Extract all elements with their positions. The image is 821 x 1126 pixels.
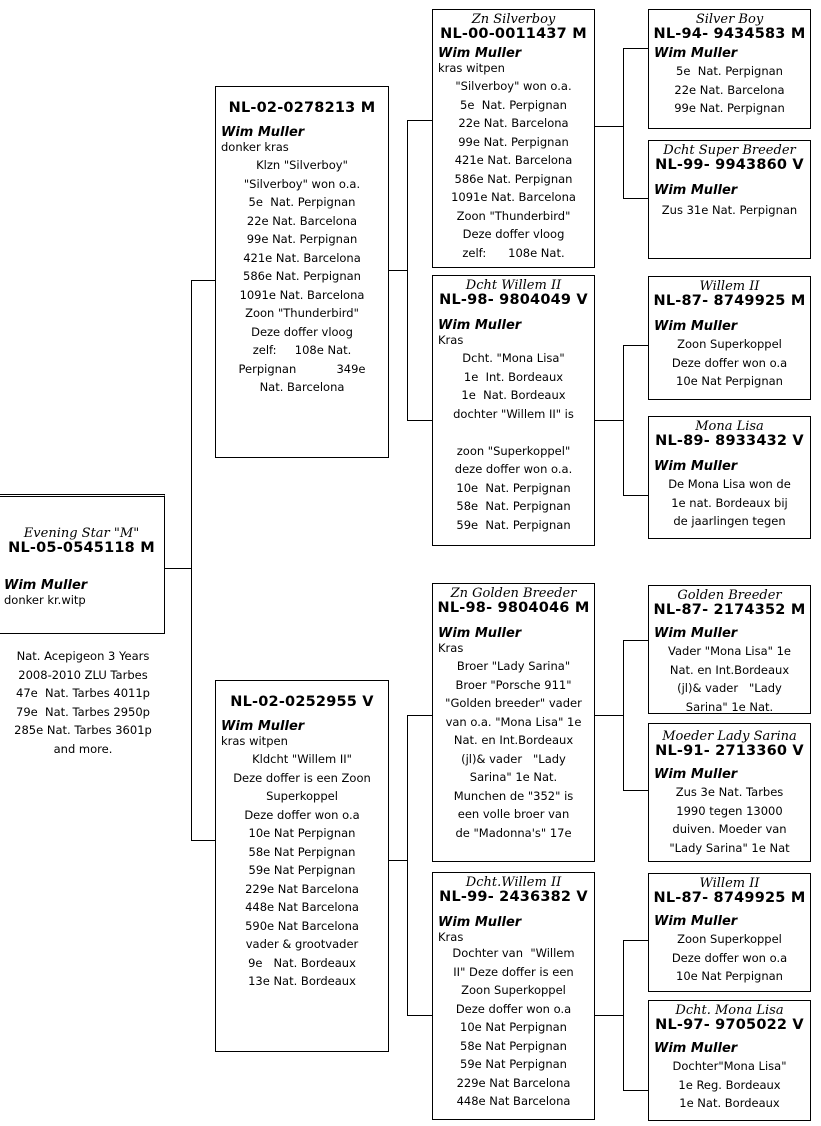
sire-sire-note: 586e Nat. Perpignan xyxy=(454,171,573,186)
dam-dam-note: Dochter van "Willem xyxy=(452,946,575,960)
sire-dam-note: 1e Int. Bordeaux xyxy=(463,369,564,384)
dam-sire-dam-breeder: Wim Muller xyxy=(654,767,738,782)
subject-ring-number: NL-05-0545118 M xyxy=(8,540,155,556)
dam-dam-name: Dcht.Willem II xyxy=(465,875,562,890)
connector-line xyxy=(594,126,624,127)
dam-dam-color: Kras xyxy=(438,930,464,944)
dam-note: 590e Nat Barcelona xyxy=(245,918,359,933)
sire-dam-card xyxy=(432,275,595,546)
dam-sire-sire-card xyxy=(648,585,811,714)
dam-dam-sire-breeder: Wim Muller xyxy=(654,914,738,929)
connector-line xyxy=(623,345,624,495)
connector-line xyxy=(623,48,649,49)
dam-note: 448e Nat Barcelona xyxy=(245,900,359,914)
connector-line xyxy=(407,420,433,421)
dam-sire-note: Sarina" 1e Nat. xyxy=(469,770,558,784)
connector-line xyxy=(623,640,624,790)
dam-note: 10e Nat Perpignan xyxy=(248,826,356,840)
dam-note: Deze doffer won o.a xyxy=(244,807,360,822)
connector-line xyxy=(623,345,649,346)
dam-dam-dam-name: Dcht. Mona Lisa xyxy=(675,1003,784,1018)
sire-dam-dam-card xyxy=(648,416,811,539)
sire-note: 22e Nat. Barcelona xyxy=(246,213,358,228)
dam-sire-sire-ring-number: NL-87- 2174352 M xyxy=(653,602,806,618)
connector-line xyxy=(407,120,408,420)
dam-sire-dam-name: Moeder Lady Sarina xyxy=(662,729,797,744)
sire-dam-dam-name: Mona Lisa xyxy=(695,419,764,434)
connector-line xyxy=(407,120,433,121)
dam-sire-dam-note: 1990 tegen 13000 xyxy=(676,803,783,818)
dam-note: vader & grootvader xyxy=(245,937,359,951)
sire-sire-dam-note: Zus 31e Nat. Perpignan xyxy=(661,203,798,217)
dam-dam-ring-number: NL-99- 2436382 V xyxy=(439,889,588,905)
connector-line xyxy=(407,715,433,716)
subject-card xyxy=(0,494,165,634)
dam-dam-note: II" Deze doffer is een xyxy=(453,964,574,979)
dam-dam-sire-note: Zoon Superkoppel xyxy=(677,932,782,946)
achievement-line: 47e Nat. Tarbes 4011p xyxy=(16,686,150,700)
sire-note: 5e Nat. Perpignan xyxy=(248,195,356,209)
sire-note: 99e Nat. Perpignan xyxy=(246,232,358,246)
dam-dam-note: 10e Nat Perpignan xyxy=(460,1020,567,1034)
dam-sire-dam-note: "Lady Sarina" 1e Nat xyxy=(669,840,790,855)
sire-dam-note: 10e Nat. Perpignan xyxy=(456,480,571,495)
sire-sire-note: 1091e Nat. Barcelona xyxy=(451,190,576,204)
dam-dam-note: Zoon Superkoppel xyxy=(461,983,566,997)
dam-dam-dam-card xyxy=(648,1000,811,1121)
dam-sire-card xyxy=(432,583,595,862)
sire-sire-color: kras witpen xyxy=(438,61,505,75)
connector-line xyxy=(191,840,215,841)
sire-sire-note: 5e Nat. Perpignan xyxy=(460,97,567,112)
connector-line xyxy=(623,48,624,198)
connector-line xyxy=(164,568,192,569)
sire-sire-sire-note: 5e Nat. Perpignan xyxy=(676,64,783,78)
sire-note: Zoon "Thunderbird" xyxy=(245,306,359,320)
dam-note: Superkoppel xyxy=(266,789,338,803)
dam-sire-sire-note: Nat. en Int.Bordeaux xyxy=(669,662,790,677)
sire-dam-sire-note: Deze doffer won o.a xyxy=(671,355,788,370)
dam-dam-note: 58e Nat Perpignan xyxy=(460,1038,567,1053)
sire-dam-note: 59e Nat. Perpignan xyxy=(456,517,571,532)
dam-card xyxy=(215,680,389,1052)
achievement-line: 285e Nat. Tarbes 3601p xyxy=(14,723,152,737)
sire-note: Klzn "Silverboy" xyxy=(256,158,348,172)
dam-dam-dam-ring-number: NL-97- 9705022 V xyxy=(655,1017,804,1033)
dam-dam-sire-ring-number: NL-87- 8749925 M xyxy=(653,890,806,906)
dam-note: 59e Nat Perpignan xyxy=(248,863,356,877)
dam-note: 229e Nat Barcelona xyxy=(245,881,359,896)
connector-line xyxy=(623,1090,649,1091)
dam-dam-note: 59e Nat Perpignan xyxy=(460,1057,567,1071)
dam-sire-note: Broer "Lady Sarina" xyxy=(456,659,571,673)
sire-note: 1091e Nat. Barcelona xyxy=(239,287,365,302)
connector-line xyxy=(623,495,649,496)
dam-dam-card xyxy=(432,872,595,1120)
dam-sire-note: "Golden breeder" vader xyxy=(445,696,582,710)
achievement-line: 2008-2010 ZLU Tarbes xyxy=(18,667,148,682)
sire-dam-name: Dcht Willem II xyxy=(465,278,562,293)
sire-note: 586e Nat. Perpignan xyxy=(243,269,361,283)
sire-dam-note: 1e Nat. Bordeaux xyxy=(461,388,566,402)
sire-dam-dam-ring-number: NL-89- 8933432 V xyxy=(655,433,804,449)
sire-dam-note: 58e Nat. Perpignan xyxy=(456,499,571,513)
dam-breeder: Wim Muller xyxy=(221,719,305,734)
sire-sire-note: "Silverboy" won o.a. xyxy=(455,79,572,93)
dam-sire-breeder: Wim Muller xyxy=(438,626,522,641)
sire-ring-number: NL-02-0278213 M xyxy=(228,100,376,116)
connector-line xyxy=(191,280,192,840)
sire-sire-sire-name: Silver Boy xyxy=(695,12,764,27)
dam-dam-sire-card xyxy=(648,873,811,992)
dam-sire-ring-number: NL-98- 9804046 M xyxy=(437,600,590,616)
sire-dam-breeder: Wim Muller xyxy=(438,318,522,333)
connector-line xyxy=(388,860,408,861)
sire-sire-sire-note: 22e Nat. Barcelona xyxy=(674,82,785,97)
dam-dam-note: 448e Nat Barcelona xyxy=(456,1094,571,1108)
connector-line xyxy=(623,790,649,791)
sire-sire-dam-breeder: Wim Muller xyxy=(654,183,738,198)
dam-sire-dam-ring-number: NL-91- 2713360 V xyxy=(655,743,804,759)
achievement-line: 79e Nat. Tarbes 2950p xyxy=(16,704,150,719)
connector-line xyxy=(594,715,624,716)
subject-breeder: Wim Muller xyxy=(4,578,88,593)
connector-line xyxy=(623,940,649,941)
subject-achievements xyxy=(0,647,166,758)
achievement-line: and more. xyxy=(53,741,113,756)
sire-note: Nat. Barcelona xyxy=(259,380,345,394)
dam-sire-dam-note: Zus 3e Nat. Tarbes xyxy=(675,785,784,799)
subject-color: donker kr.witp xyxy=(4,593,86,607)
dam-sire-note: Nat. en Int.Bordeaux xyxy=(453,733,574,747)
sire-dam-note xyxy=(433,423,594,442)
sire-dam-dam-note: 1e nat. Bordeaux bij xyxy=(671,495,788,510)
dam-sire-note: Munchen de "352" is xyxy=(453,788,574,803)
sire-dam-ring-number: NL-98- 9804049 V xyxy=(439,292,588,308)
connector-line xyxy=(623,640,649,641)
sire-dam-note: deze doffer won o.a. xyxy=(454,462,573,476)
dam-dam-breeder: Wim Muller xyxy=(438,915,522,930)
sire-sire-sire-ring-number: NL-94- 9434583 M xyxy=(653,26,806,42)
dam-dam-sire-note: Deze doffer won o.a xyxy=(671,950,788,965)
connector-line xyxy=(407,1015,433,1016)
sire-breeder: Wim Muller xyxy=(221,125,305,140)
dam-dam-dam-note: 1e Nat. Bordeaux xyxy=(679,1096,780,1110)
dam-sire-sire-note: Vader "Mona Lisa" 1e xyxy=(668,644,791,658)
sire-note: Deze doffer vloog xyxy=(251,324,353,339)
sire-dam-sire-breeder: Wim Muller xyxy=(654,319,738,334)
dam-note: 9e Nat. Bordeaux xyxy=(248,955,356,970)
dam-dam-sire-note: 10e Nat Perpignan xyxy=(676,969,783,983)
sire-color: donker kras xyxy=(221,140,289,154)
connector-line xyxy=(594,1015,624,1016)
dam-dam-dam-note: Dochter"Mona Lisa" xyxy=(672,1059,787,1073)
sire-note: "Silverboy" won o.a. xyxy=(243,176,361,191)
dam-sire-sire-note: Sarina" 1e Nat. xyxy=(685,699,774,714)
dam-sire-name: Zn Golden Breeder xyxy=(450,586,577,601)
dam-dam-note: Deze doffer won o.a xyxy=(455,1001,572,1016)
dam-sire-note: van o.a. "Mona Lisa" 1e xyxy=(445,714,582,729)
sire-note: zelf: 108e Nat. xyxy=(252,343,352,357)
dam-note: Deze doffer is een Zoon xyxy=(233,770,371,785)
dam-note: Kldcht "Willem II" xyxy=(252,752,352,766)
connector-line xyxy=(623,940,624,1090)
sire-sire-ring-number: NL-00-0011437 M xyxy=(440,26,587,42)
sire-sire-dam-name: Dcht Super Breeder xyxy=(663,143,796,158)
achievement-line: Nat. Acepigeon 3 Years xyxy=(16,649,150,663)
sire-card xyxy=(215,86,389,458)
sire-sire-sire-note: 99e Nat. Perpignan xyxy=(674,101,785,115)
dam-dam-sire-name: Willem II xyxy=(699,876,760,891)
sire-sire-dam-ring-number: NL-99- 9943860 V xyxy=(655,157,804,173)
dam-sire-note: een volle broer van xyxy=(457,807,570,821)
sire-sire-breeder: Wim Muller xyxy=(438,46,522,61)
dam-color: kras witpen xyxy=(221,734,288,748)
dam-sire-note: (jl)& vader "Lady xyxy=(461,751,566,766)
sire-dam-note: Dcht. "Mona Lisa" xyxy=(462,351,565,365)
dam-sire-sire-name: Golden Breeder xyxy=(677,588,782,603)
sire-dam-color: Kras xyxy=(438,333,464,347)
sire-sire-note: Zoon "Thunderbird" xyxy=(456,208,571,223)
sire-dam-dam-breeder: Wim Muller xyxy=(654,459,738,474)
dam-sire-dam-note: duiven. Moeder van xyxy=(672,822,787,836)
sire-note: Perpignan 349e xyxy=(238,361,366,376)
sire-dam-sire-ring-number: NL-87- 8749925 M xyxy=(653,293,806,309)
subject-name: Evening Star "M" xyxy=(23,526,140,541)
dam-dam-dam-breeder: Wim Muller xyxy=(654,1041,738,1056)
sire-dam-sire-note: Zoon Superkoppel xyxy=(677,337,782,351)
sire-sire-sire-card xyxy=(648,9,811,129)
sire-sire-note: zelf: 108e Nat. xyxy=(462,245,565,260)
sire-sire-note: Deze doffer vloog xyxy=(462,227,565,241)
sire-sire-sire-breeder: Wim Muller xyxy=(654,46,738,61)
connector-line xyxy=(191,280,215,281)
dam-sire-color: Kras xyxy=(438,641,464,655)
sire-sire-name: Zn Silverboy xyxy=(471,12,556,27)
connector-line xyxy=(388,270,408,271)
sire-dam-sire-card xyxy=(648,276,811,400)
dam-dam-note: 229e Nat Barcelona xyxy=(456,1075,571,1090)
dam-note: 58e Nat Perpignan xyxy=(248,844,356,859)
dam-sire-sire-breeder: Wim Muller xyxy=(654,626,738,641)
connector-line xyxy=(594,420,624,421)
sire-sire-note: 99e Nat. Perpignan xyxy=(458,134,569,149)
dam-sire-dam-card xyxy=(648,723,811,862)
dam-sire-sire-note: (jl)& vader "Lady xyxy=(677,681,782,695)
sire-sire-card xyxy=(432,9,595,268)
dam-ring-number: NL-02-0252955 V xyxy=(230,694,374,710)
sire-dam-note: zoon "Superkoppel" xyxy=(456,443,571,458)
connector-line xyxy=(623,198,649,199)
dam-dam-dam-note: 1e Reg. Bordeaux xyxy=(678,1077,781,1092)
sire-dam-dam-note: De Mona Lisa won de xyxy=(668,477,791,491)
sire-dam-note: dochter "Willem II" is xyxy=(453,406,574,421)
dam-sire-note: de "Madonna's" 17e xyxy=(455,825,572,840)
dam-sire-note: Broer "Porsche 911" xyxy=(455,677,572,692)
sire-dam-dam-note: de jaarlingen tegen xyxy=(673,514,786,528)
sire-note: 421e Nat. Barcelona xyxy=(243,250,361,265)
sire-dam-sire-note: 10e Nat Perpignan xyxy=(676,374,783,388)
sire-sire-dam-card xyxy=(648,140,811,259)
sire-sire-note: 22e Nat. Barcelona xyxy=(458,116,569,130)
dam-note: 13e Nat. Bordeaux xyxy=(248,974,356,988)
connector-line xyxy=(407,715,408,1015)
sire-dam-sire-name: Willem II xyxy=(699,279,760,294)
sire-sire-note: 421e Nat. Barcelona xyxy=(454,153,573,167)
